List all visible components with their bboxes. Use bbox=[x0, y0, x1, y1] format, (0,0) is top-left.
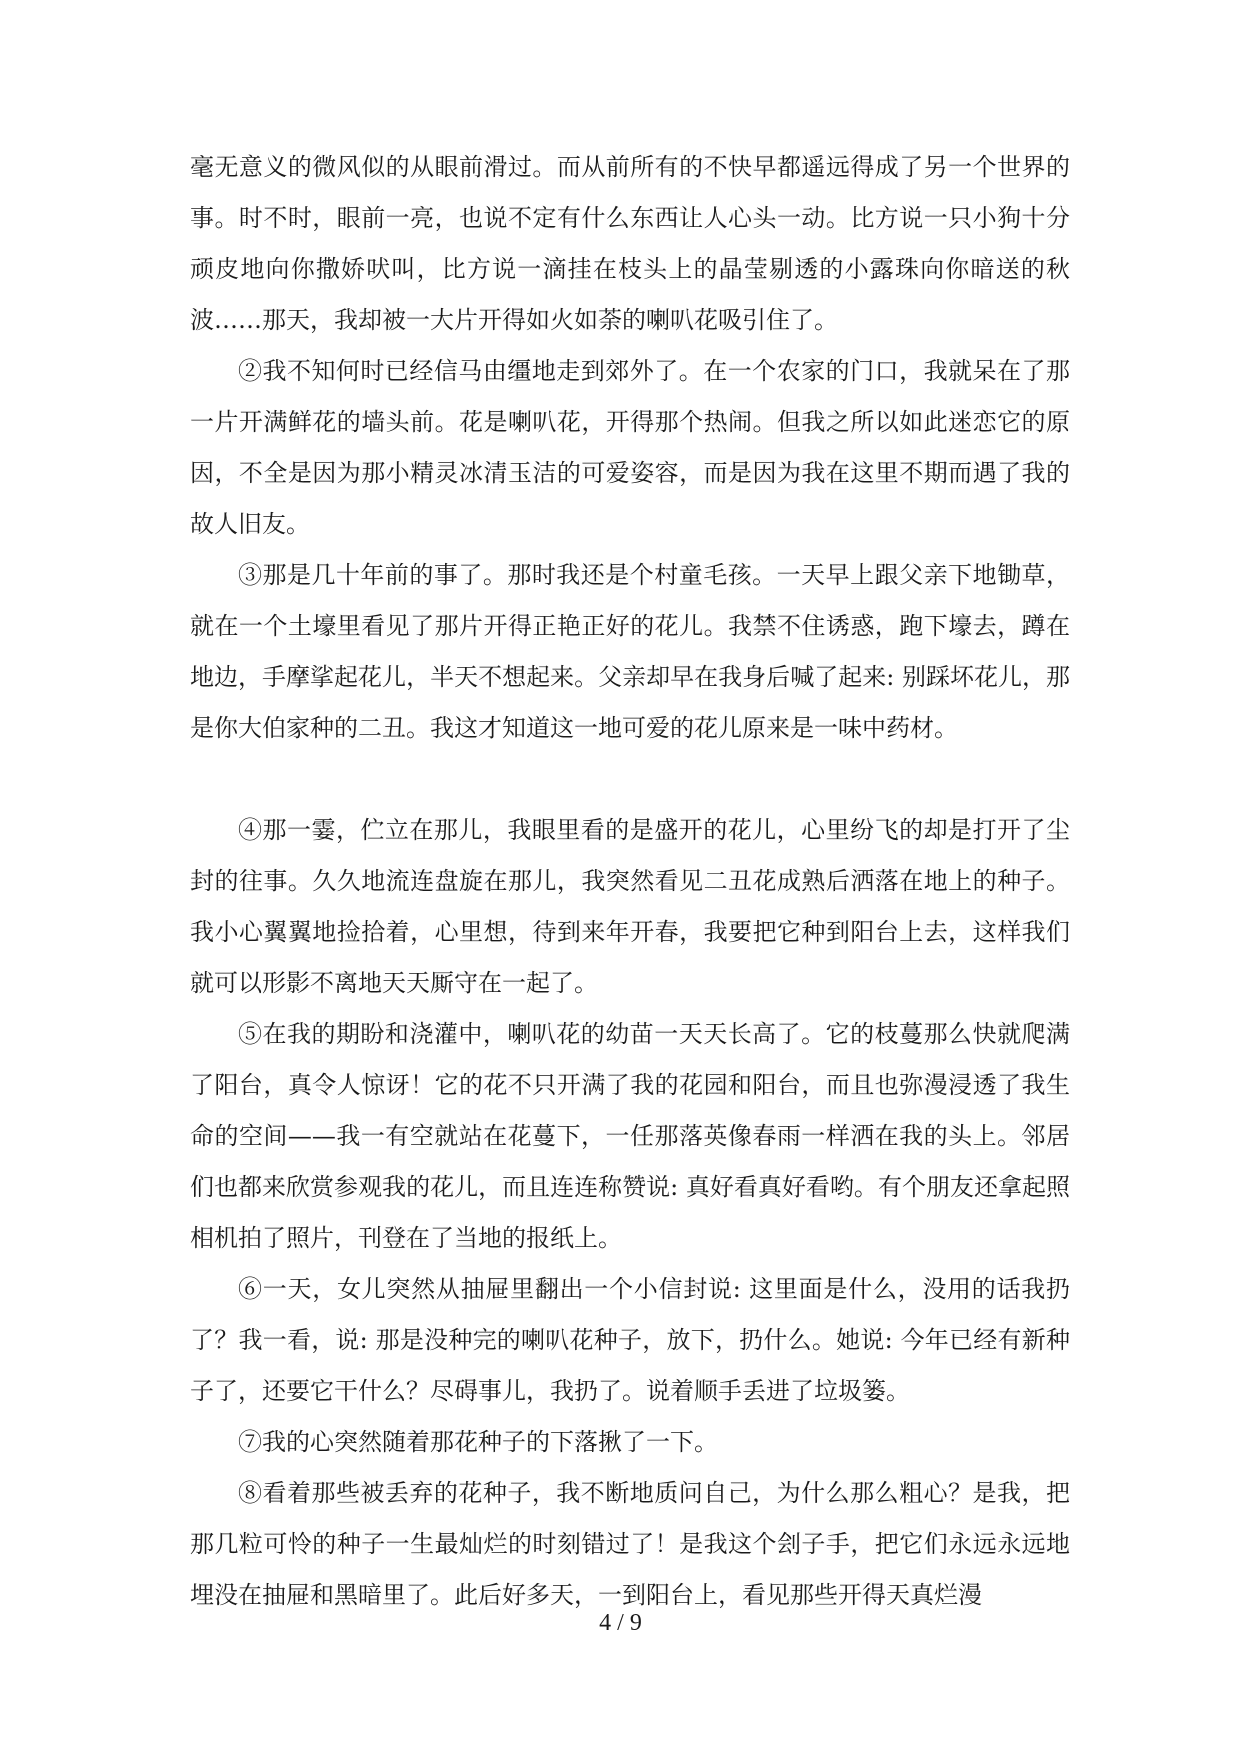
paragraph-8: ⑧看着那些被丢弃的花种子，我不断地质问自己，为什么那么粗心？是我，把那几粒可怜的种子一生最灿烂的时刻错过了！是我这个刽子手，把它们永远永远地埋没在抽屉和黑暗里了。此后好多天，一到阳台上，看见那些开得天真烂漫 bbox=[190, 1479, 1070, 1609]
paragraph-4: ④那一霎，伫立在那儿，我眼里看的是盛开的花儿，心里纷飞的却是打开了尘封的往事。久久地流连盘旋在那儿，我突然看见二丑花成熟后洒落在地上的种子。我小心翼翼地捡拾着，心里想，待到来年开春，我要把它种到阳台上去，这样我们就可以形影不离地天天厮守在一起了。 bbox=[190, 816, 1070, 997]
paragraph-3: ③那是几十年前的事了。那时我还是个村童毛孩。一天早上跟父亲下地锄草，就在一个土壕里看见了那片开得正艳正好的花儿。我禁不住诱惑，跑下壕去，蹲在地边，手摩挲起花儿，半天不想起来。父亲却早在我身后喊了起来: 别踩坏花儿，那是你大伯家种的二丑。我这才知道这一地可爱的花儿原来是一味中药材。 bbox=[190, 561, 1070, 742]
paragraph-5: ⑤在我的期盼和浇灌中，喇叭花的幼苗一天天长高了。它的枝蔓那么快就爬满了阳台，真令人惊讶！它的花不只开满了我的花园和阳台，而且也弥漫浸透了我生命的空间——我一有空就站在花蔓下，一任那落英像春雨一样洒在我的头上。邻居们也都来欣赏参观我的花儿，而且连连称赞说: 真好看真好看哟。有个朋友还拿起照相机拍了照片，刊登在了当地的报纸上。 bbox=[190, 1020, 1070, 1252]
paragraph-continuation: 毫无意义的微风似的从眼前滑过。而从前所有的不快早都遥远得成了另一个世界的事。时不时，眼前一亮，也说不定有什么东西让人心头一动。比方说一只小狗十分顽皮地向你撒娇吠叫，比方说一滴挂在枝头上的晶莹剔透的小露珠向你暗送的秋波……那天，我却被一大片开得如火如荼的喇叭花吸引住了。 bbox=[190, 153, 1070, 334]
paragraph-6: ⑥一天，女儿突然从抽屉里翻出一个小信封说: 这里面是什么，没用的话我扔了？我一看，说: 那是没种完的喇叭花种子，放下，扔什么。她说: 今年已经有新种子了，还要它干什么？尽碍事儿，我扔了。说着顺手丢进了垃圾篓。 bbox=[190, 1275, 1070, 1405]
article-body bbox=[190, 142, 1070, 1621]
page-number: 4 / 9 bbox=[599, 1610, 642, 1636]
paragraph-2: ②我不知何时已经信马由缰地走到郊外了。在一个农家的门口，我就呆在了那一片开满鲜花的墙头前。花是喇叭花，开得那个热闹。但我之所以如此迷恋它的原因，不全是因为那小精灵冰清玉洁的可爱姿容，而是因为我在这里不期而遇了我的故人旧友。 bbox=[190, 357, 1070, 538]
blank-line bbox=[190, 754, 1070, 805]
paragraph-7: ⑦我的心突然随着那花种子的下落揪了一下。 bbox=[238, 1428, 718, 1456]
